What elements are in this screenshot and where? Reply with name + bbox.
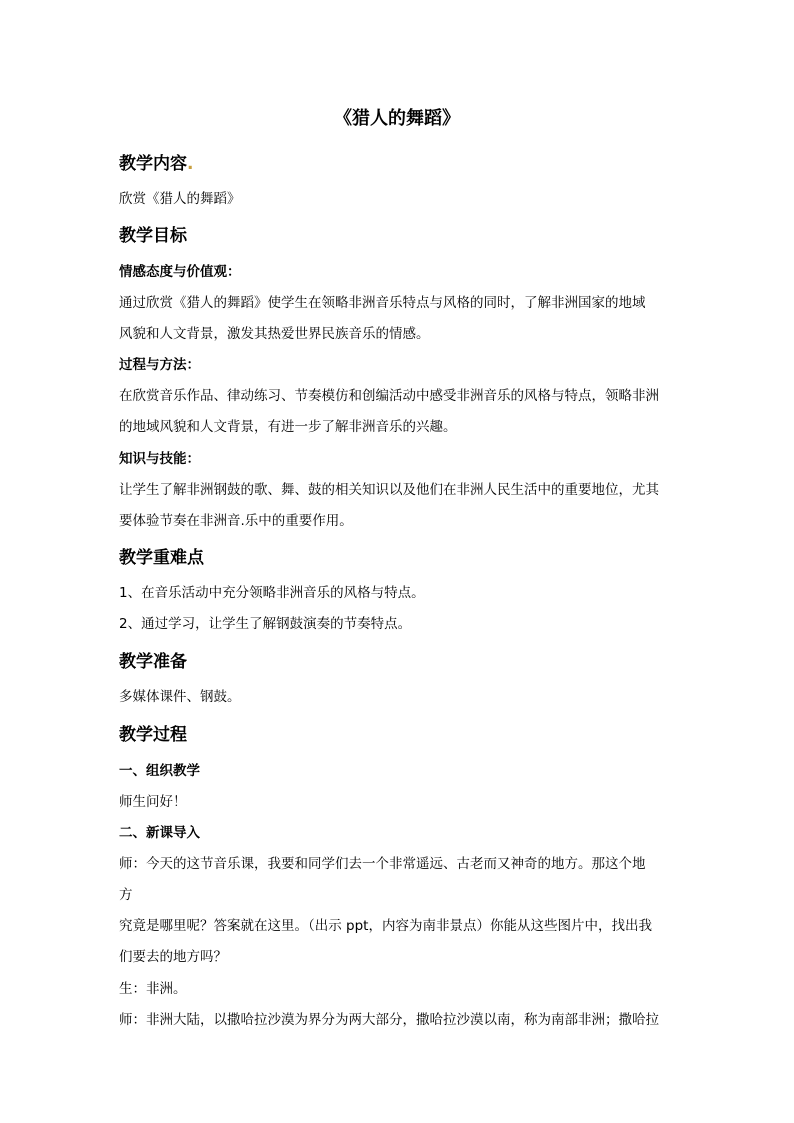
- emotion-heading: 情感态度与价值观：: [119, 264, 241, 280]
- dialog-line-5: 生：非洲。: [119, 981, 187, 997]
- content-heading-mark: .: [187, 154, 194, 174]
- preparation-text: 多媒体课件、钢鼓。: [119, 689, 241, 705]
- dialog-line-2: 方: [119, 887, 133, 903]
- key-point-1: 1、在音乐活动中充分领略非洲音乐的风格与特点。: [119, 585, 425, 601]
- dialog-line-4: 们要去的地方吗？: [119, 949, 227, 965]
- preparation-heading: 教学准备: [119, 652, 187, 672]
- content-heading-text: 教学内容: [119, 154, 187, 174]
- process-line-2: 的地域风貌和人文背景，有进一步了解非洲音乐的兴趣。: [119, 419, 457, 435]
- step-1-heading: 一、组织教学: [119, 763, 200, 779]
- document-title: 《猎人的舞蹈》: [334, 108, 460, 129]
- process-line-1: 在欣赏音乐作品、律动练习、节奏模仿和创编活动中感受非洲音乐的风格与特点，领略非洲: [119, 388, 659, 404]
- content-text: 欣赏《猎人的舞蹈》: [119, 191, 241, 207]
- step-1-text: 师生问好！: [119, 794, 187, 810]
- step-2-heading: 二、新课导入: [119, 825, 200, 841]
- dialog-line-3: 究竟是哪里呢？答案就在这里。（出示 ppt，内容为南非景点）你能从这些图片中，找出我: [119, 918, 652, 934]
- process-heading: 过程与方法：: [119, 357, 200, 373]
- knowledge-line-1: 让学生了解非洲钢鼓的歌、舞、鼓的相关知识以及他们在非洲人民生活中的重要地位，尤其: [119, 482, 659, 498]
- dialog-line-1: 师：今天的这节音乐课，我要和同学们去一个非常遥远、古老而又神奇的地方。那这个地: [119, 856, 646, 872]
- dialog-line-6: 师：非洲大陆，以撒哈拉沙漠为界分为两大部分，撒哈拉沙漠以南，称为南部非洲；撒哈拉: [119, 1012, 659, 1028]
- knowledge-line-2: 要体验节奏在非洲音.乐中的重要作用。: [119, 513, 353, 529]
- procedure-heading: 教学过程: [119, 725, 187, 745]
- content-heading: [119, 149, 193, 174]
- emotion-line-2: 风貌和人文背景，激发其热爱世界民族音乐的情感。: [119, 326, 430, 342]
- knowledge-heading: 知识与技能：: [119, 451, 200, 467]
- objectives-heading: 教学目标: [119, 226, 187, 246]
- emotion-line-1: 通过欣赏《猎人的舞蹈》使学生在领略非洲音乐特点与风格的同时，了解非洲国家的地域: [119, 295, 646, 311]
- key-point-2: 2、通过学习，让学生了解钢鼓演奏的节奏特点。: [119, 616, 412, 632]
- key-points-heading: 教学重难点: [119, 548, 204, 568]
